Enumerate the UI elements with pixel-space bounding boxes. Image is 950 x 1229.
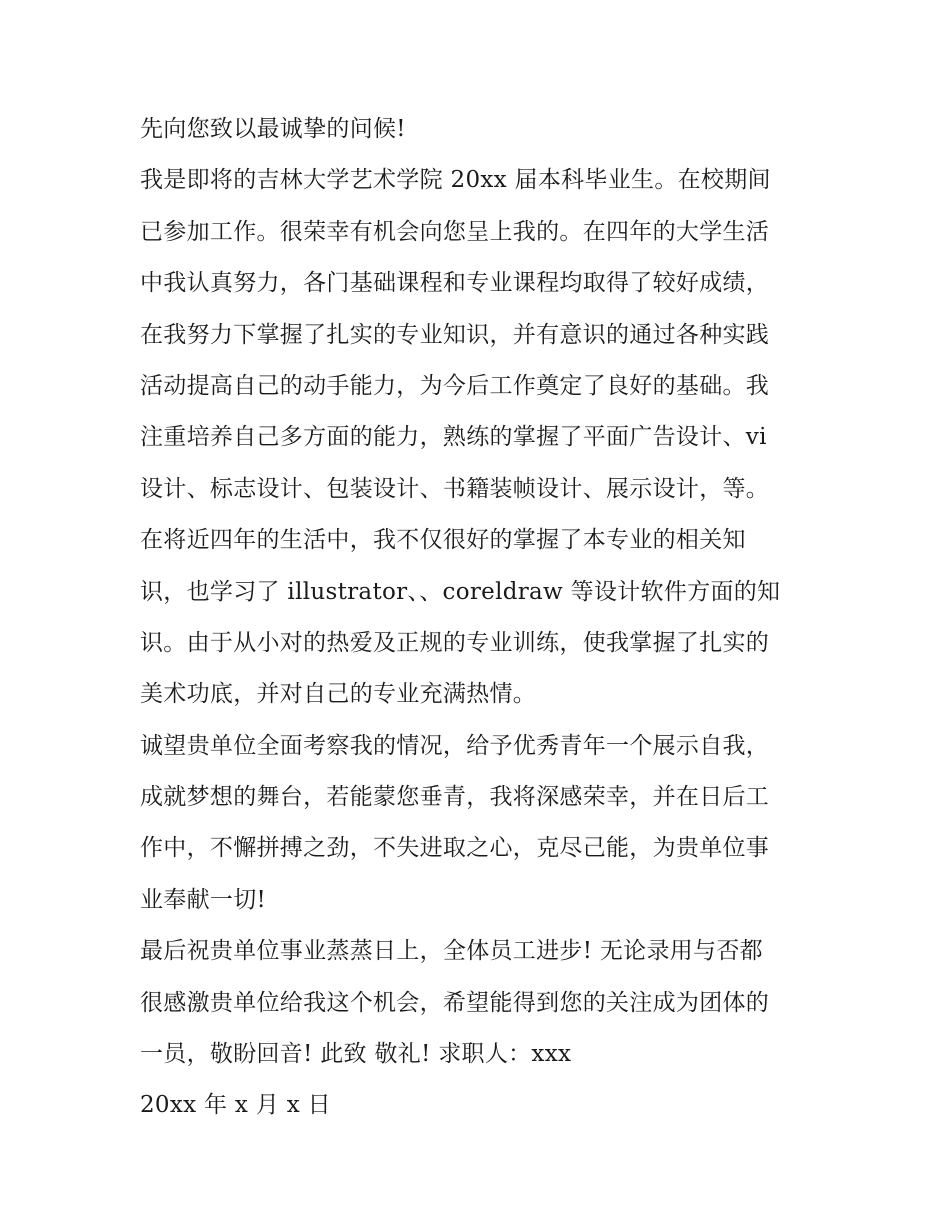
text-line: 先向您致以最诚挚的问候! (140, 116, 406, 142)
text-line: 作中，不懈拼搏之劲，不失进取之心，克尽己能，为贵单位事 (140, 835, 770, 862)
text-line: 很感激贵单位给我这个机会，希望能得到您的关注成为团体的 (140, 989, 770, 1016)
date-line: 20xx 年 x 月 x 日 (140, 1092, 331, 1119)
text-line: 一员，敬盼回音! 此致 敬礼! 求职人：xxx (140, 1041, 572, 1068)
text-line: 最后祝贵单位事业蒸蒸日上，全体员工进步! 无论录用与否都 (140, 938, 763, 965)
text-line: 在我努力下掌握了扎实的专业知识，并有意识的通过各种实践 (140, 321, 770, 348)
text-line: 已参加工作。很荣幸有机会向您呈上我的。在四年的大学生活 (140, 218, 770, 245)
text-line: 识，也学习了 illustrator、、coreldraw 等设计软件方面的知 (140, 578, 781, 605)
text-line: 我是即将的吉林大学艺术学院 20xx 届本科毕业生。在校期间 (140, 167, 771, 194)
text-line: 活动提高自己的动手能力，为今后工作奠定了良好的基础。我 (140, 372, 770, 399)
letter-body (140, 104, 820, 1132)
text-line: 中我认真努力，各门基础课程和专业课程均取得了较好成绩， (140, 270, 770, 297)
text-line: 识。由于从小对的热爱及正规的专业训练，使我掌握了扎实的 (140, 629, 770, 656)
text-line: 成就梦想的舞台，若能蒙您垂青，我将深感荣幸，并在日后工 (140, 784, 770, 811)
text-line: 诚望贵单位全面考察我的情况，给予优秀青年一个展示自我， (140, 732, 770, 759)
text-line: 业奉献一切! (140, 886, 267, 913)
text-line: 注重培养自己多方面的能力，熟练的掌握了平面广告设计、vi (140, 424, 767, 451)
text-line: 美术功底，并对自己的专业充满热情。 (140, 681, 537, 708)
text-line: 设计、标志设计、包装设计、书籍装帧设计、展示设计，等。 (140, 475, 770, 502)
text-line: 在将近四年的生活中，我不仅很好的掌握了本专业的相关知 (140, 527, 746, 554)
